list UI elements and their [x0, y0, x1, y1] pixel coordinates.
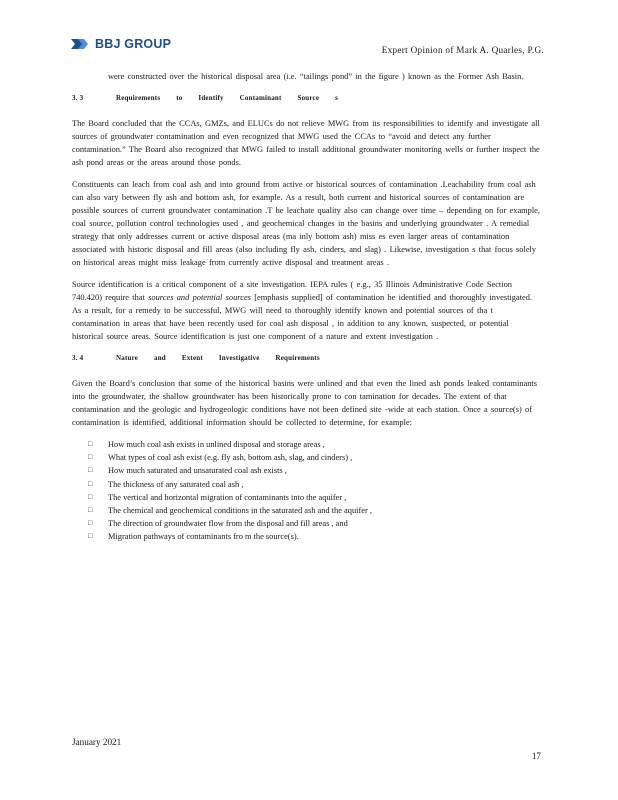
- company-logo: [70, 36, 171, 52]
- bullet-text: What types of coal ash exist (e.g. fly ash, bottom ash, slag, and cinders) ,: [108, 453, 353, 463]
- bullet-list: [72, 438, 542, 544]
- bullet-box-icon: □: [88, 466, 93, 475]
- bullet-text: How much saturated and unsaturated coal ash exists ,: [108, 466, 287, 476]
- bullet-box-icon: □: [88, 479, 93, 488]
- section-number: 3. 3: [72, 94, 84, 102]
- section-title: Requirements to Identify Contaminant Source s: [116, 94, 339, 102]
- body-content: [72, 70, 542, 544]
- bullet-box-icon: □: [88, 506, 93, 515]
- paragraph-board-concluded: The Board concluded that the CCAs, GMZs, and ELUCs do not relieve MWG from its responsibilities to identify and investigate all sources of groundwater contamination and even recognized that MWG used the CCAs to “avoid and detect any further contamination.” The Board also recognized that MWG failed to install additional groundwater monitoring wells or further inspect the ash pond areas or the areas around those ponds.: [72, 119, 540, 167]
- bullet-item: [72, 491, 542, 504]
- bullet-text: Migration pathways of contaminants fro m the source(s).: [108, 532, 299, 542]
- bullet-text: How much coal ash exists in unlined disposal and storage areas ,: [108, 440, 325, 449]
- section-heading-3-3: [72, 92, 542, 105]
- page-number: 17: [531, 751, 541, 761]
- bullet-item: [72, 438, 542, 451]
- bullet-item: [72, 504, 542, 517]
- bullet-text: The vertical and horizontal migration of contaminants into the aquifer ,: [108, 492, 347, 502]
- bullet-box-icon: □: [88, 453, 93, 462]
- paragraph-source-identification: [72, 278, 542, 343]
- logo-swoosh-icon: [70, 36, 92, 52]
- bullet-item: [72, 530, 542, 543]
- paragraph-constituents: Constituents can leach from coal ash and into ground from active or historical sources of contamination .Leachability from coal ash can also vary between fly ash and bottom ash, for example. As a result, both current and historical sources of contamination are possible sources of current groundwater contamination .T he leachate quality also can change over time – depending on for example, coal source, pollution control technologies used , and geochemical changes in the basins and underlying groundwater . A remedial strategy that only addresses current or active disposal areas (ma inly bottom ash) miss es even larger areas of contamination associated with historic disposal and fill areas (also including fly ash, cinders, and slag) . Likewise, investigation s that focus solely on historical areas might miss leakage from currently active disposal and treatment areas .: [72, 180, 540, 267]
- bullet-item: [72, 478, 542, 491]
- emphasized-text: sources and potential sources: [148, 293, 251, 302]
- section-title: Nature and Extent Investigative Requirements: [116, 354, 320, 362]
- bullet-item: [72, 517, 542, 530]
- bullet-text: The direction of groundwater flow from the disposal and fill areas , and: [108, 519, 348, 529]
- bullet-text: The chemical and geochemical conditions in the saturated ash and the aquifer ,: [108, 506, 372, 516]
- bullet-text: The thickness of any saturated coal ash ,: [108, 479, 244, 489]
- bullet-item: [72, 451, 542, 464]
- section-heading-3-4: [72, 352, 542, 365]
- header-title: Expert Opinion of Mark A. Quarles, P.G.: [381, 45, 544, 55]
- bullet-box-icon: □: [88, 532, 93, 541]
- logo-text: BBJ GROUP: [95, 36, 172, 51]
- section-number: 3. 4: [72, 354, 84, 362]
- text-run: [emphasis supplied] of contamination be identified and thoroughly investigated. As a result, for a remedy to be successful, MWG will need to thoroughly identify known and potential sources of tha t contamination in areas that have been recently used for coal ash disposal , in addition to any known, suspected, or potential historical source areas. Source identification is just one component of a nature and extent investigation .: [72, 293, 533, 341]
- bullet-box-icon: □: [88, 440, 93, 448]
- intro-paragraph: were constructed over the historical disposal area (i.e. “tailings pond” in the figure ) known as the Former Ash Basin.: [108, 72, 524, 81]
- bullet-box-icon: □: [88, 492, 93, 501]
- paragraph-given-board: Given the Board’s conclusion that some of the historical basins were unlined and that even the lined ash ponds leaked contaminants into the groundwater, the shallow groundwater has been historically prone to con tamination for decades. The extent of that contamination and the geologic and hydrogeologic conditions have not been defined site -wide at each station. Once a source(s) of contamination is identified, additional information should be collected to determine, for example:: [72, 379, 537, 427]
- bullet-item: [72, 464, 542, 477]
- text-run: Source identification is a critical component of a site investigation. IEPA rules ( e.g., 35 Illinois Administrative Code Section 740.420) require that: [72, 280, 512, 302]
- bullet-box-icon: □: [88, 519, 93, 528]
- footer-date: January 2021: [72, 737, 122, 747]
